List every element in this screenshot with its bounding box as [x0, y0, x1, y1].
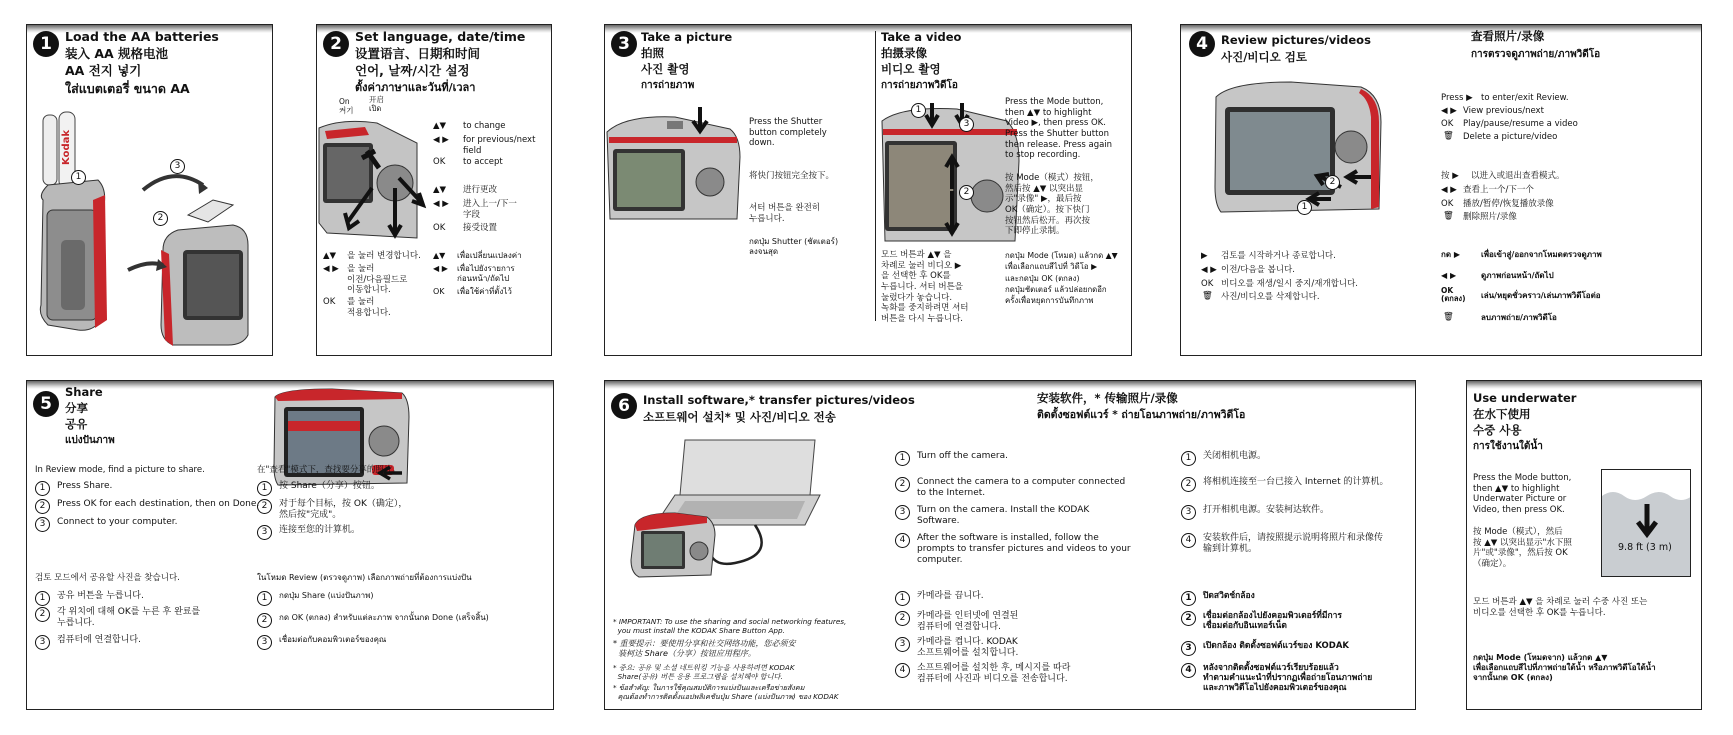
desc-updown: 进行更改: [463, 185, 498, 195]
key-prevnext: ◀ ▶: [1441, 271, 1457, 280]
title-th: แบ่งปันภาพ: [65, 435, 115, 446]
ko-step-2: 2 카메라를 인터넷에 연결된 컴퓨터에 연결합니다.: [895, 611, 1018, 633]
zh-step-2: 2 对于每个目标，按 OK（确定）， 然后按"完成"。: [257, 499, 407, 521]
ko-step-1: 1 공유 버튼을 누릅니다.: [35, 591, 144, 602]
key-leftright: ◀ ▶: [433, 135, 449, 145]
en-step-3: 3 Connect to your computer.: [35, 517, 178, 528]
note-th: * ข้อสำคัญ: ในการใช้คุณสมบัติการแบ่งปันและเครือข่ายสังคม คุณต้องทำการติดตั้งแอปพลิเคชันปุ่ม Share (แบ่งปันภาพ) ของ KODAK: [613, 683, 839, 701]
desc-updown: to change: [463, 121, 506, 131]
key-prevnext: ◀ ▶: [1441, 106, 1457, 116]
title-th: การใช้งานใต้น้ำ: [1473, 441, 1543, 452]
panel-load-batteries: [26, 24, 273, 356]
title-ko: 수중 사용: [1473, 423, 1522, 437]
callout-1: 1: [71, 170, 86, 185]
desc-prevnext: 查看上一个/下一个: [1463, 185, 1534, 195]
callout-2: 2: [1325, 175, 1340, 190]
step-number: 6: [611, 393, 637, 419]
callout-1: 1: [911, 103, 926, 118]
panel-take-picture-video: [604, 24, 1132, 356]
title-video-zh: 拍摄录像: [881, 46, 927, 60]
video-instr-th: กดปุ่ม Mode (โหมด) แล้วกด ▲▼ เพื่อเลือกแถบสีไปที่ วิดีโอ ▶ และกดปุ่ม OK (ตกลง) กดปุ่มชัตเตอร์ แล้วปล่อยกดอีก ครั้งเพื่อหยุดการบันทึกภาพ: [1005, 251, 1118, 306]
title-en: Install software,* transfer pictures/videos: [643, 393, 915, 407]
desc-ok: Play/pause/resume a video: [1463, 119, 1578, 129]
key-prevnext: ◀ ▶: [1441, 185, 1457, 195]
title-picture-en: Take a picture: [641, 30, 733, 44]
title-picture-th: การถ่ายภาพ: [641, 80, 695, 91]
zh-step-1: 1 按 Share（分享）按钮。: [257, 481, 380, 492]
picture-instr-ko: 셔터 버튼을 완전히 누릅니다.: [749, 203, 821, 224]
key-prevnext: ◀ ▶: [1201, 265, 1217, 275]
callout-3: 3: [170, 159, 185, 174]
key-ok: OK: [1441, 119, 1454, 129]
desc-ok: เล่น/หยุดชั่วคราว/เล่นภาพวิดีโอต่อ: [1481, 291, 1601, 300]
title-video-ko: 비디오 촬영: [881, 62, 941, 76]
desc-leftright: เพื่อไปยังรายการ ก่อนหน้า/ถัดไป: [457, 264, 515, 283]
en-step-1: 1 Press Share.: [35, 481, 112, 492]
instr-th: กดปุ่ม Mode (โหมดจาก) แล้วกด ▲▼ เพื่อเลือกแถบสีไปที่ภาพถ่ายใต้น้ำ หรือภาพวิดีโอใต้น้ำ จากนั้นกด OK (ตกลง): [1473, 653, 1656, 682]
title-ko: 사진/비디오 검토: [1221, 50, 1307, 64]
zh-step-3: 3 打开相机电源。安装柯达软件。: [1181, 505, 1329, 516]
key-review: Press ▶: [1441, 93, 1473, 103]
panel-shadow: [605, 381, 1415, 389]
key-leftright: ◀ ▶: [433, 264, 448, 273]
desc-review: 검토를 시작하거나 종료합니다.: [1221, 251, 1336, 261]
step-number: 4: [1189, 31, 1215, 57]
zh-step-3: 3 连接至您的计算机。: [257, 525, 360, 536]
depth-label: 9.8 ft (3 m): [1618, 542, 1672, 553]
key-review: 按 ▶: [1441, 171, 1459, 181]
desc-prevnext: ดูภาพก่อนหน้า/ถัดไป: [1481, 271, 1554, 280]
zh-step-4: 4 安装软件后，请按照提示说明将照片和录像传 输到计算机。: [1181, 533, 1383, 555]
title-zh: 分享: [65, 401, 88, 415]
instr-en: Press the Mode button, then ▲▼ to highlight Underwater Picture or Video, then press OK.: [1473, 473, 1572, 515]
key-updown: ▲▼: [433, 121, 447, 131]
title-zh: 安装软件，* 传输照片/录像: [1037, 391, 1178, 405]
desc-review: to enter/exit Review.: [1481, 93, 1569, 103]
picture-instr-th: กดปุ่ม Shutter (ชัตเตอร์) ลงจนสุด: [749, 237, 839, 256]
picture-instr-en: Press the Shutter button completely down.: [749, 117, 827, 149]
title-video-th: การถ่ายภาพวิดีโอ: [881, 80, 958, 91]
panel-review: [1180, 24, 1702, 356]
battery-illustration: [33, 110, 268, 350]
desc-ok: 播放/暂停/恢复播放录像: [1463, 199, 1554, 209]
en-step-1: 1 Turn off the camera.: [895, 451, 1008, 462]
callout-3: 3: [959, 117, 974, 132]
title-th: ตั้งค่าภาษาและวันที่/เวลา: [355, 81, 476, 94]
desc-ok: 接受设置: [463, 223, 498, 233]
key-updown: ▲▼: [433, 251, 446, 260]
ko-step-1: 1 카메라를 끕니다.: [895, 591, 984, 602]
title-zh: 查看照片/录像: [1471, 29, 1545, 43]
column-divider: [875, 31, 876, 321]
key-leftright: ◀ ▶: [433, 199, 449, 209]
zh-step-2: 2 将相机连接至一台已接入 Internet 的计算机。: [1181, 477, 1388, 488]
key-ok: OK: [433, 157, 446, 167]
th-step-3: 3 เชื่อมต่อกับคอมพิวเตอร์ของคุณ: [257, 635, 386, 645]
desc-delete: ลบภาพถ่าย/ภาพวิดีโอ: [1481, 313, 1557, 322]
ko-step-2: 2 각 위치에 대해 OK를 누른 후 완료를 누릅니다.: [35, 607, 200, 629]
key-review: กด ▶: [1441, 250, 1460, 259]
title-picture-zh: 拍照: [641, 46, 664, 60]
camera-review-illustration: [1211, 77, 1386, 217]
title-en: Share: [65, 385, 103, 399]
key-ok: OK: [1441, 199, 1454, 209]
picture-instr-zh: 将快门按钮完全按下。: [749, 171, 835, 181]
title-zh: 装入 AA 规格电池: [65, 46, 169, 61]
on-label-alt: 开启 เปิด: [369, 95, 384, 114]
video-instr-zh: 按 Mode（模式）按钮， 然后按 ▲▼ 以突出显 示"录像" ▶，最后按 OK（确定）。按下快门 按钮然后松开。再次按 下即停止录制。: [1005, 173, 1099, 237]
key-updown: ▲▼: [433, 185, 447, 195]
ko-step-3: 3 카메라를 켭니다. KODAK 소프트웨어를 설치합니다.: [895, 637, 1018, 659]
title-picture-ko: 사진 촬영: [641, 62, 690, 76]
title-ko: 언어, 날짜/시간 설정: [355, 63, 470, 78]
panel-install-software: [604, 380, 1416, 710]
desc-prevnext: View previous/next: [1463, 106, 1544, 116]
desc-leftright: 进入上一/下一 字段: [463, 199, 517, 220]
title-en: Set language, date/time: [355, 29, 526, 44]
desc-ok: เพื่อใช้ค่าที่ตั้งไว้: [457, 287, 512, 296]
desc-ok: to accept: [463, 157, 503, 167]
video-instr-en: Press the Mode button, then ▲▼ to highlight Video ▶, then press OK. Press the Shutter button then release. Press again to stop recording.: [1005, 97, 1113, 161]
on-label: On 켜기: [339, 97, 354, 116]
ko-step-4: 4 소프트웨어를 설치한 후, 메시지를 따라 컴퓨터에 사진과 비디오를 전송합니다.: [895, 663, 1070, 685]
title-ko: 공유: [65, 417, 88, 431]
desc-updown: 을 눌러 변경합니다.: [347, 251, 421, 261]
th-intro: ในโหมด Review (ตรวจดูภาพ) เลือกภาพถ่ายที่ต้องการแบ่งปัน: [257, 573, 472, 582]
title-video-en: Take a video: [881, 30, 962, 44]
note-zh: * 重要提示：要使用分享和社交网络功能，您必须安 装柯达 Share（分享）按钮应用程序。: [613, 639, 796, 658]
desc-leftright: for previous/next field: [463, 135, 536, 156]
th-step-2: 2 กด OK (ตกลง) สำหรับแต่ละภาพ จากนั้นกด Done (เสร็จสิ้น): [257, 613, 489, 623]
trash-icon: 🗑: [1443, 131, 1454, 141]
step-number: 5: [33, 391, 59, 417]
key-ok: OK: [1201, 279, 1214, 289]
note-en: * IMPORTANT: To use the sharing and social networking features, you must install the KODAK Share Button App.: [613, 617, 847, 635]
panel-underwater: [1466, 380, 1702, 710]
instr-zh: 按 Mode（模式），然后 按 ▲▼ 以突出显示"水下照 片"或"录像"，然后按 OK （确定）。: [1473, 527, 1572, 569]
key-ok: OK (ตกลง): [1441, 286, 1466, 304]
title-th: การตรวจดูภาพถ่าย/ภาพวิดีโอ: [1471, 49, 1601, 60]
desc-ok: 를 눌러 적용합니다.: [347, 297, 391, 318]
desc-delete: Delete a picture/video: [1463, 132, 1558, 142]
trash-icon: 🗑: [1443, 312, 1454, 322]
water-depth-graphic: [1601, 469, 1691, 577]
step-number: 2: [323, 31, 349, 57]
title-en: Review pictures/videos: [1221, 33, 1371, 47]
camera-shutter-illustration: [605, 107, 745, 227]
desc-delete: 사진/비디오를 삭제합니다.: [1221, 292, 1320, 302]
panel-set-language: [316, 24, 552, 356]
note-ko: * 중요: 공유 및 소셜 네트워킹 기능을 사용하려면 KODAK Share(공유) 버튼 응용 프로그램을 설치해야 합니다.: [613, 663, 795, 681]
callout-1: 1: [1297, 200, 1312, 215]
water-svg: [1602, 470, 1691, 577]
callout-2: 2: [153, 211, 168, 226]
en-step-2: 2 Press OK for each destination, then on Done.: [35, 499, 259, 510]
en-step-3: 3 Turn on the camera. Install the KODAK Software.: [895, 505, 1089, 527]
key-updown: ▲▼: [323, 251, 337, 261]
desc-ok: 비디오를 재생/일시 중지/재개합니다.: [1221, 279, 1358, 289]
trash-icon: 🗑: [1202, 291, 1213, 301]
desc-prevnext: 이전/다음을 봅니다.: [1221, 265, 1295, 275]
title-en: Use underwater: [1473, 391, 1577, 405]
trash-icon: 🗑: [1443, 211, 1454, 221]
video-instr-ko: 모드 버튼과 ▲▼ 을 차례로 눌러 비디오 ▶ 을 선택한 후 OK를 누릅니다. 셔터 버튼을 눌렀다가 놓습니다. 녹화를 중지하려면 셔터 버튼을 다시 누릅니다.: [881, 250, 969, 324]
desc-leftright: 을 눌러 이전/다음필드로 이동합니다.: [347, 264, 408, 296]
title-zh: 在水下使用: [1473, 407, 1531, 421]
th-step-3: 3 เปิดกล้อง ติดตั้งซอฟต์แวร์ของ KODAK: [1181, 641, 1349, 651]
title-th: ติดตั้งซอฟต์แวร์ * ถ่ายโอนภาพถ่าย/ภาพวิดีโอ: [1037, 409, 1246, 421]
ko-intro: 검토 모드에서 공유할 사진을 찾습니다.: [35, 573, 180, 583]
title-th: ใส่แบตเตอรี่ ขนาด AA: [65, 81, 190, 96]
en-intro: In Review mode, find a picture to share.: [35, 465, 205, 475]
desc-updown: เพื่อเปลี่ยนแปลงค่า: [457, 251, 522, 260]
key-ok: OK: [323, 297, 336, 307]
camera-back-illustration: [317, 113, 427, 248]
title-zh: 设置语言、日期和时间: [355, 46, 481, 61]
instr-ko: 모드 버튼과 ▲▼ 을 차례로 눌러 수중 사진 또는 비디오를 선택한 후 OK를 누릅니다.: [1473, 597, 1648, 618]
th-step-2: 2 เชื่อมต่อกล้องไปยังคอมพิวเตอร์ที่มีการ เชื่อมต่อกับอินเทอร์เน็ต: [1181, 611, 1342, 631]
desc-delete: 删除照片/录像: [1463, 212, 1517, 222]
key-leftright: ◀ ▶: [323, 264, 339, 274]
title-ko: AA 전지 넣기: [65, 63, 142, 78]
th-step-1: 1 กดปุ่ม Share (แบ่งปันภาพ): [257, 591, 374, 601]
battery-brand-label: Kodak: [61, 130, 72, 165]
desc-review: 以进入或退出查看模式。: [1471, 171, 1565, 181]
panel-share: [26, 380, 554, 710]
step-number: 1: [33, 31, 59, 57]
ko-step-3: 3 컴퓨터에 연결합니다.: [35, 635, 141, 646]
desc-review: เพื่อเข้าสู่/ออกจากโหมดตรวจดูภาพ: [1481, 250, 1602, 259]
th-step-1: 1 ปิดสวิตช์กล้อง: [1181, 591, 1255, 601]
th-step-4: 4 หลังจากติดตั้งซอฟต์แวร์เรียบร้อยแล้ว ทำตามคำแนะนำที่ปรากฏเพื่อถ่ายโอนภาพถ่าย และภาพวิดีโอไปยังคอมพิวเตอร์ของคุณ: [1181, 663, 1372, 694]
en-step-4: 4 After the software is installed, follow the prompts to transfer pictures and videos to your computer.: [895, 533, 1131, 565]
title-en: Load the AA batteries: [65, 29, 219, 44]
zh-intro: 在"查看"模式下，查找要分享的照片。: [257, 465, 401, 475]
panel-shadow: [1467, 381, 1701, 389]
title-ko: 소프트웨어 설치* 및 사진/비디오 전송: [643, 410, 836, 424]
key-review: ▶: [1201, 251, 1208, 261]
key-ok: OK: [433, 287, 445, 296]
camera-laptop-illustration: [625, 435, 825, 585]
en-step-2: 2 Connect the camera to a computer connected to the Internet.: [895, 477, 1125, 499]
zh-step-1: 1 关闭相机电源。: [1181, 451, 1266, 462]
panel-shadow: [1181, 25, 1701, 33]
step-number: 3: [611, 31, 637, 57]
key-ok: OK: [433, 223, 446, 233]
callout-2: 2: [959, 185, 974, 200]
